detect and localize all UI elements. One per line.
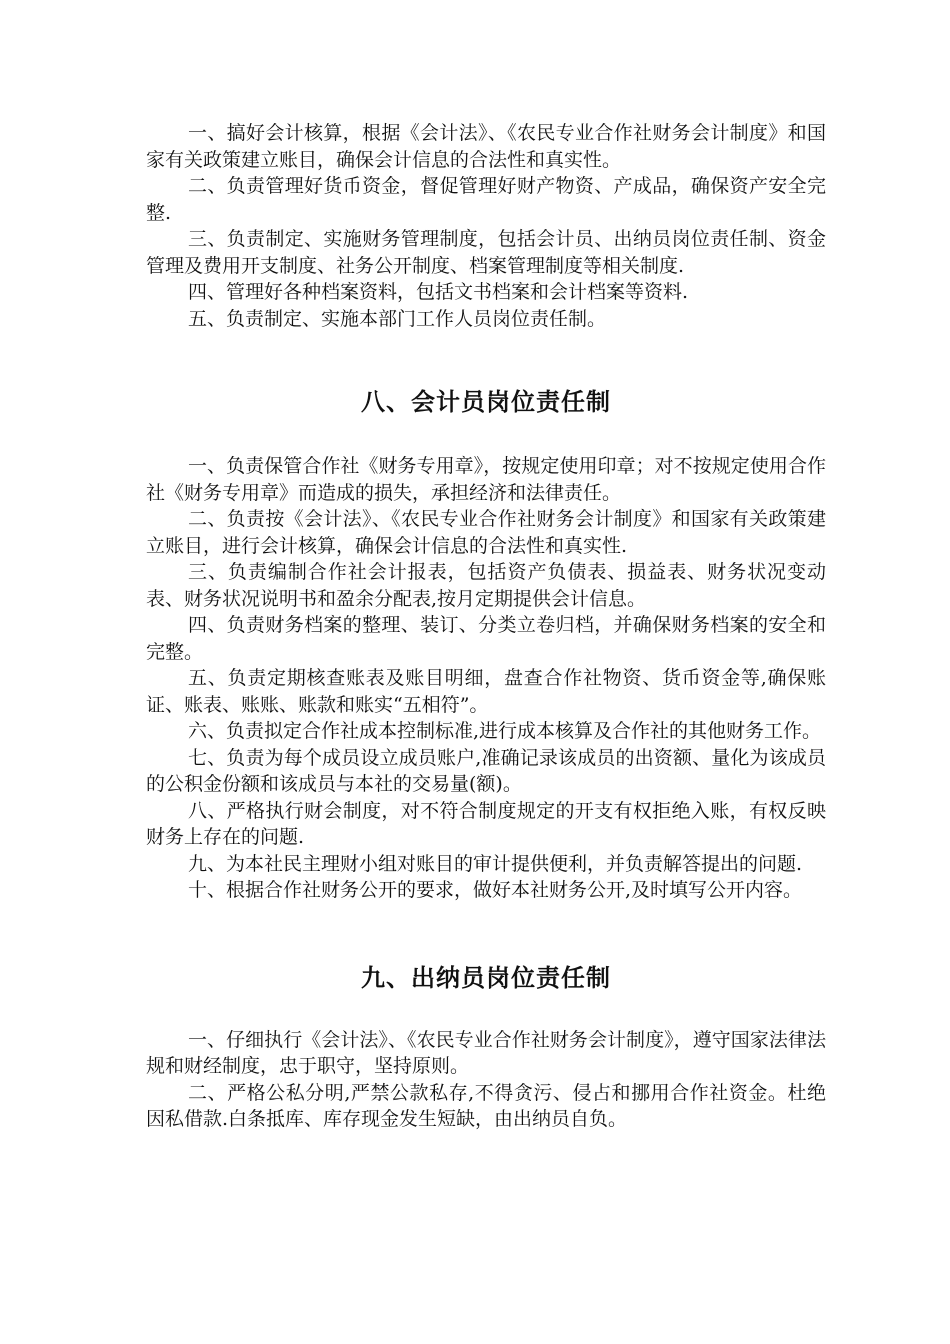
intro-section <box>146 120 826 332</box>
cashier-paragraph-2: 二、严格公私分明,严禁公款私存,不得贪污、侵占和挪用合作社资金。杜绝因私借款.白条抵库、库存现金发生短缺，由出纳员自负。 <box>146 1081 826 1130</box>
cashier-section <box>146 1027 826 1133</box>
accountant-paragraph-3: 三、负责编制合作社会计报表，包括资产负债表、损益表、财务状况变动表、财务状况说明书和盈余分配表,按月定期提供会计信息。 <box>146 561 826 610</box>
accountant-paragraph-2: 二、负责按《会计法》、《农民专业合作社财务会计制度》和国家有关政策建立账目，进行会计核算，确保会计信息的合法性和真实性. <box>146 508 826 557</box>
accountant-paragraph-6: 六、负责拟定合作社成本控制标准,进行成本核算及合作社的其他财务工作。 <box>188 720 822 742</box>
accountant-paragraph-10: 十、根据合作社财务公开的要求，做好本社财务公开,及时填写公开内容。 <box>188 879 803 901</box>
accountant-paragraph-5: 五、负责定期核查账表及账目明细，盘查合作社物资、货币资金等,确保账证、账表、账账、账款和账实“五相符”。 <box>146 667 826 716</box>
accountant-paragraph-9: 九、为本社民主理财小组对账目的审计提供便利，并负责解答提出的问题. <box>188 852 803 875</box>
accountant-section <box>146 453 826 904</box>
intro-paragraph-5: 五、负责制定、实施本部门工作人员岗位责任制。 <box>188 307 607 330</box>
accountant-section-title: 八、会计员岗位责任制 <box>361 388 611 416</box>
intro-paragraph-2: 二、负责管理好货币资金，督促管理好财产物资、产成品，确保资产安全完整. <box>146 175 826 224</box>
accountant-paragraph-7: 七、负责为每个成员设立成员账户,准确记录该成员的出资额、量化为该成员的公积金份额和该成员与本社的交易量(额)。 <box>146 746 826 795</box>
accountant-paragraph-4: 四、负责财务档案的整理、装订、分类立卷归档，并确保财务档案的安全和完整。 <box>146 614 826 663</box>
cashier-paragraph-1: 一、仔细执行《会计法》、《农民专业合作社财务会计制度》，遵守国家法律法规和财经制度，忠于职守，坚持原则。 <box>146 1028 826 1077</box>
intro-paragraph-4: 四、管理好各种档案资料，包括文书档案和会计档案等资料. <box>188 281 689 303</box>
document-page <box>146 120 826 1133</box>
accountant-paragraph-8: 八、严格执行财会制度，对不符合制度规定的开支有权拒绝入账，有权反映财务上存在的问题. <box>146 799 826 848</box>
accountant-paragraph-1: 一、负责保管合作社《财务专用章》，按规定使用印章；对不按规定使用合作社《财务专用章》而造成的损失，承担经济和法律责任。 <box>146 455 826 504</box>
intro-paragraph-1: 一、搞好会计核算，根据《会计法》、《农民专业合作社财务会计制度》和国家有关政策建立账目，确保会计信息的合法性和真实性。 <box>146 122 826 171</box>
intro-paragraph-3: 三、负责制定、实施财务管理制度，包括会计员、出纳员岗位责任制、资金管理及费用开支制度、社务公开制度、档案管理制度等相关制度. <box>146 228 826 277</box>
cashier-section-title: 九、出纳员岗位责任制 <box>361 963 611 992</box>
